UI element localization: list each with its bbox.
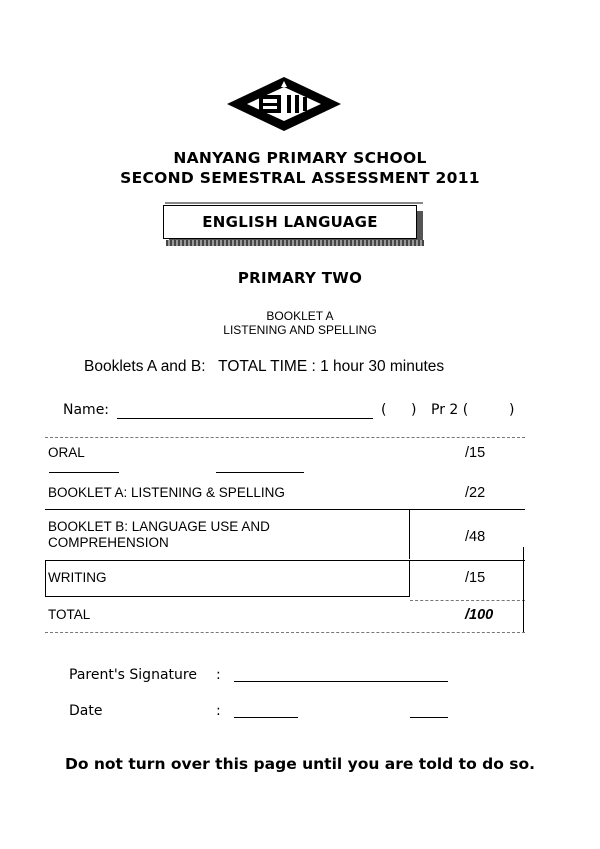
score-max: /100: [465, 607, 494, 623]
time-separator: :: [311, 358, 316, 375]
score-component: BOOKLET B: LANGUAGE USE AND COMPREHENSION: [48, 519, 270, 550]
instruction-text: Do not turn over this page until you are told to do so.: [64, 755, 536, 773]
booklet-name: BOOKLET A: [266, 309, 334, 323]
name-field[interactable]: [117, 418, 373, 419]
subject-box-shadow: [166, 240, 424, 246]
class-label: Pr 2 (: [431, 402, 469, 418]
table-divider: [523, 547, 524, 632]
table-divider: [409, 509, 410, 559]
table-line: [45, 437, 525, 438]
table-line: [49, 472, 119, 473]
score-max: /22: [465, 485, 486, 501]
date-label: Date: [69, 703, 103, 719]
subject-title: ENGLISH LANGUAGE: [202, 213, 378, 231]
subject-box: [163, 205, 417, 239]
school-logo-icon: [225, 75, 343, 133]
score-max: /15: [465, 570, 486, 586]
table-divider: [409, 560, 410, 596]
date-colon: :: [216, 703, 221, 719]
name-label: Name:: [63, 402, 110, 418]
score-component: TOTAL: [48, 607, 91, 622]
table-line: [216, 472, 304, 473]
table-line: [45, 509, 525, 510]
table-line: [45, 560, 525, 561]
time-duration: 1 hour 30 minutes: [320, 358, 445, 375]
table-line: [410, 600, 525, 601]
date-field-end: [410, 717, 448, 718]
booklets-label: Booklets A and B:: [84, 358, 206, 375]
assessment-title: SECOND SEMESTRAL ASSESSMENT 2011: [120, 169, 480, 187]
school-name: NANYANG PRIMARY SCHOOL: [173, 149, 427, 167]
score-component: WRITING: [48, 570, 107, 585]
total-time-label: TOTAL TIME: [218, 358, 308, 375]
parent-signature-field[interactable]: [234, 681, 448, 682]
score-max: /15: [465, 445, 486, 461]
subject-box-shade: [165, 202, 423, 204]
index-paren-open: (: [381, 402, 387, 418]
score-max: /48: [465, 529, 486, 545]
total-time-line: [84, 358, 444, 376]
index-paren-close: ): [411, 402, 417, 418]
signature-colon: :: [216, 667, 221, 683]
parent-signature-label: Parent's Signature: [69, 667, 197, 683]
booklet-description: LISTENING AND SPELLING: [223, 323, 377, 337]
name-row: [63, 402, 543, 418]
class-paren-close: ): [509, 402, 515, 418]
date-field[interactable]: [234, 717, 298, 718]
score-component: BOOKLET A: LISTENING & SPELLING: [48, 485, 285, 500]
score-component: ORAL: [48, 445, 85, 460]
table-line: [45, 596, 410, 597]
table-divider: [45, 560, 46, 596]
level-title: PRIMARY TWO: [237, 269, 363, 287]
table-line: [45, 632, 525, 633]
